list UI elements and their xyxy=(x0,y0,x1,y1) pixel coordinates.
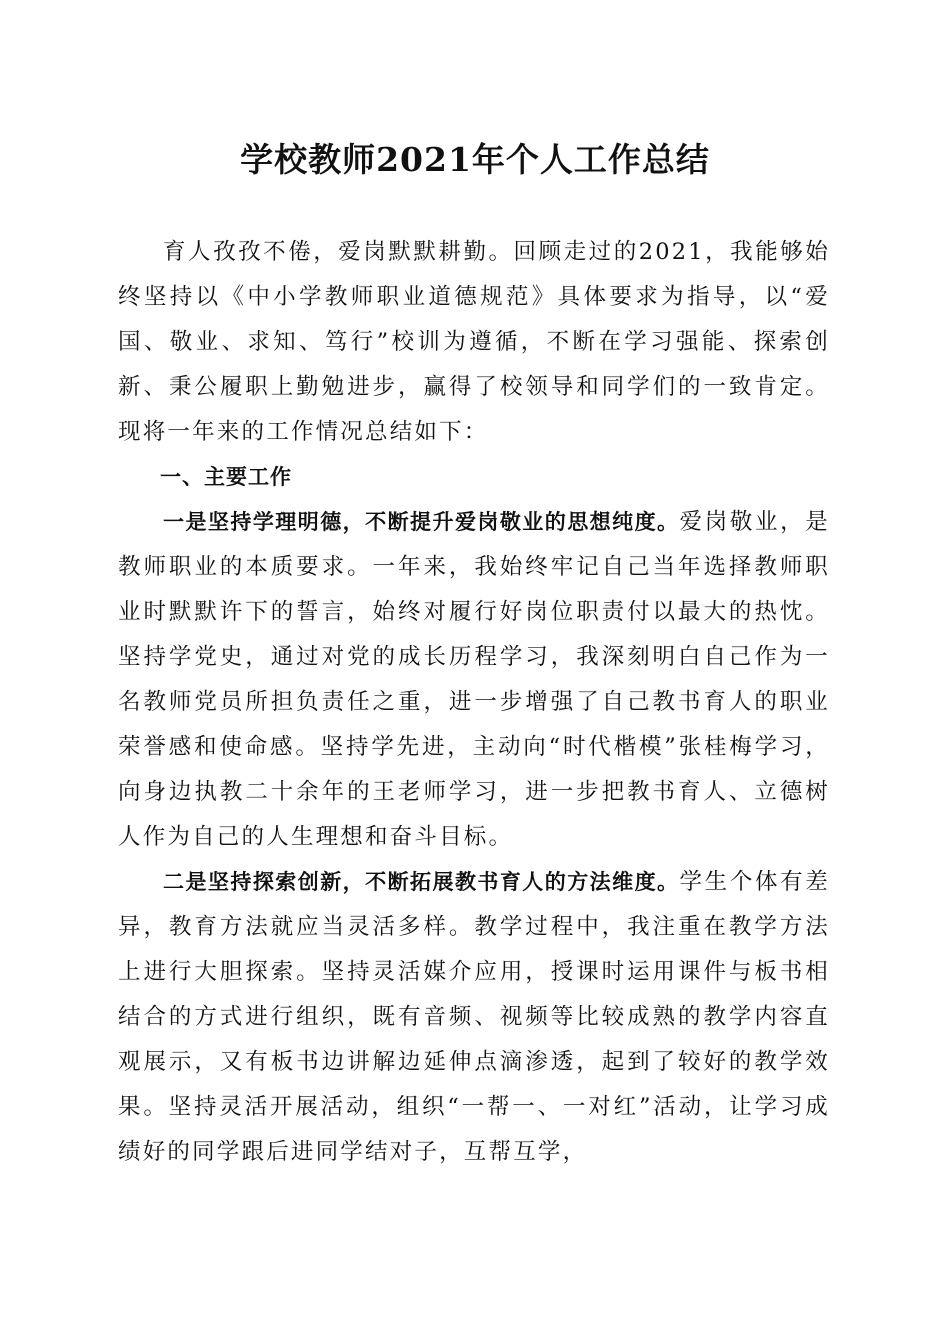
point-one-paragraph xyxy=(118,500,830,860)
point-two-lead: 二是坚持探索创新，不断拓展教书育人的方法维度。 xyxy=(163,870,680,894)
point-one-lead: 一是坚持学理明德，不断提升爱岗敬业的思想纯度。 xyxy=(163,510,680,534)
intro-paragraph: 育人孜孜不倦，爱岗默默耕勤。回顾走过的2021，我能够始终坚持以《中小学教师职业道德规范》具体要求为指导，以“爱国、敬业、求知、笃行”校训为遵循，不断在学习强能、探索创新、秉公履职上勤勉进步，赢得了校领导和同学们的一致肯定。现将一年来的工作情况总结如下： xyxy=(118,239,830,445)
document-body xyxy=(118,230,830,1175)
point-two-body: 学生个体有差异，教育方法就应当灵活多样。教学过程中，我注重在教学方法上进行大胆探索。坚持灵活媒介应用，授课时运用课件与板书相结合的方式进行组织，既有音频、视频等比较成熟的教学内容直观展示，又有板书边讲解边延伸点滴渗透，起到了较好的教学效果。坚持灵活开展活动，组织“一帮一、一对红”活动，让学习成绩好的同学跟后进同学结对子，互帮互学， xyxy=(118,869,831,1165)
document-title: 学校教师2021年个人工作总结 xyxy=(240,140,710,179)
point-one-body: 爱岗敬业，是教师职业的本质要求。一年来，我始终牢记自己当年选择教师职业时默默许下的誓言，始终对履行好岗位职责付以最大的热忱。坚持学党史，通过对党的成长历程学习，我深刻明白自己作为一名教师党员所担负责任之重，进一步增强了自己教书育人的职业荣誉感和使命感。坚持学先进，主动向“时代楷模”张桂梅学习，向身边执教二十余年的王老师学习，进一步把教书育人、立德树人作为自己的人生理想和奋斗目标。 xyxy=(118,509,831,850)
section-heading: 一、主要工作 xyxy=(160,465,292,489)
point-two-paragraph xyxy=(118,860,830,1175)
